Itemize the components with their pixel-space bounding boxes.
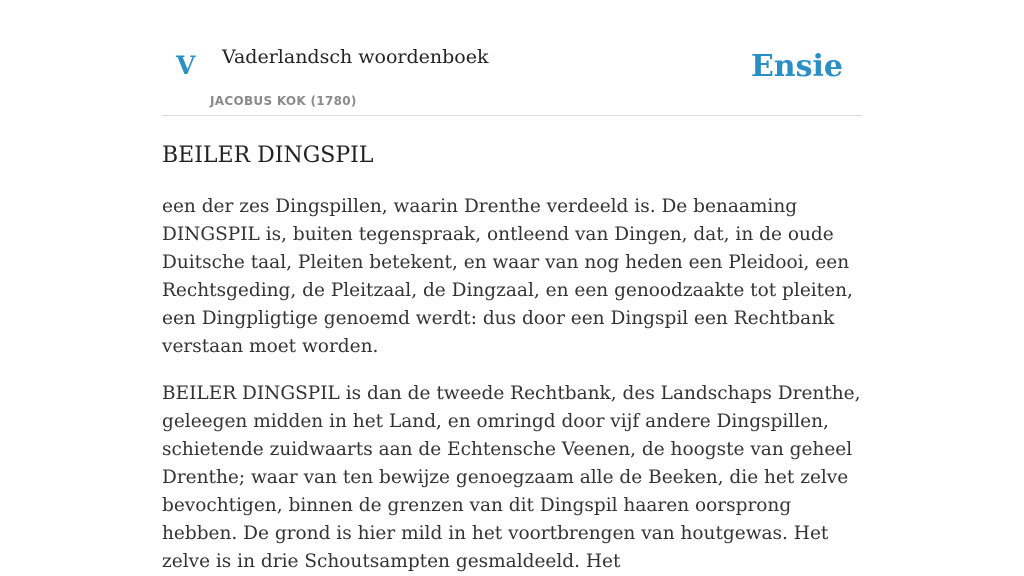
entry-title: BEILER DINGSPIL: [162, 143, 374, 168]
entry-paragraph: BEILER DINGSPIL is dan de tweede Rechtbank, des Landschaps Drenthe, geleegen midden in het Land, en omringd door vijf andere Dingspillen, schietende zuidwaarts aan de Echtensche Veenen, de hoogste van geheel Drenthe; waar van ten bewijze genoegzaam alle de Beeken, die het zelve bevochtigen, binnen de grenzen van dit Dingspil haaren oorsprong hebben. De grond is hier mild in het voortbrengen van houtgewas. Het zelve is in drie Schoutsampten gesmaldeeld. Het: [162, 383, 861, 573]
entry-paragraph: een der zes Dingspillen, waarin Drenthe verdeeld is. De benaaming DINGSPIL is, buiten tegenspraak, ontleend van Dingen, dat, in de oude Duitsche taal, Pleiten betekent, en waar van nog heden een Pleidooi, een Rechtsgeding, de Pleitzaal, de Dingzaal, en een genoodzaakte tot pleiten, een Dingpligtige genoemd werdt: dus door een Dingspil een Rechtbank verstaan moet worden.: [162, 196, 853, 358]
book-logo[interactable]: V: [176, 51, 196, 80]
ensie-logo[interactable]: Ensie: [750, 49, 843, 84]
book-title-link[interactable]: Vaderlandsch woordenboek: [222, 46, 489, 68]
author-label: JACOBUS KOK (1780): [210, 94, 357, 108]
content-container: [162, 0, 862, 576]
site-header: [162, 0, 862, 116]
